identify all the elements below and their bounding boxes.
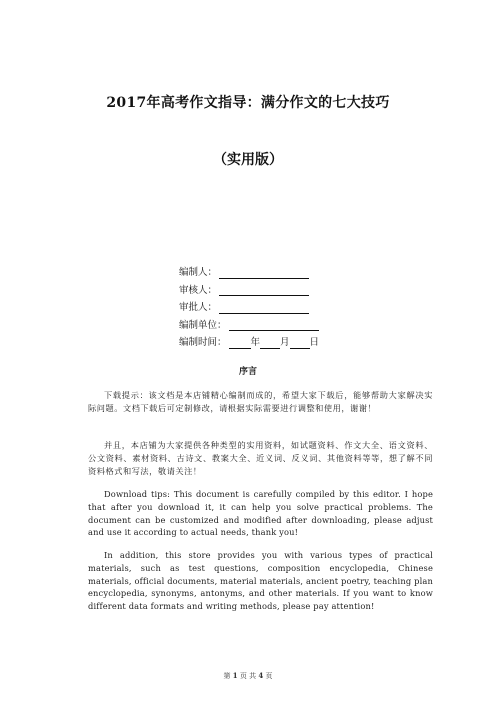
footer-page-mid: 页 共 xyxy=(239,672,257,680)
reviewer-blank-line xyxy=(219,284,309,296)
paragraph-download-tip-cn: 下载提示：该文档是本店铺精心编制而成的，希望大家下载后，能够帮助大家解决实际问题。文档下载后可定制修改，请根据实际需要进行调整和使用，谢谢！ xyxy=(88,390,433,413)
unit-label: 编制单位： xyxy=(179,319,227,331)
unit-field xyxy=(179,317,379,335)
editor-blank-line xyxy=(219,267,309,279)
editor-field xyxy=(179,264,379,282)
reviewer-label: 审核人： xyxy=(179,284,218,296)
unit-blank-line xyxy=(229,319,319,331)
month-blank-line xyxy=(260,337,280,349)
day-blank-line xyxy=(290,337,310,349)
year-blank-line xyxy=(229,337,251,349)
document-title: 2017年高考作文指导：满分作文的七大技巧 xyxy=(106,95,390,111)
paragraph-download-tip-en: Download tips: This document is carefully compiled by this editor. I hope that after you download it, it can help you solve practical problems. The document can be customized and modified after downloading, please adjust and use it according to actual needs, thank you! xyxy=(88,489,433,538)
footer-page-prefix: 第 xyxy=(223,672,231,680)
footer-page-suffix: 页 xyxy=(265,672,273,680)
approver-field xyxy=(179,299,379,317)
time-label: 编制时间： xyxy=(179,337,227,348)
approver-label: 审批人： xyxy=(179,302,218,313)
page-footer xyxy=(0,671,496,681)
preface-heading: 序言 xyxy=(238,367,257,377)
time-field xyxy=(179,334,379,352)
reviewer-field xyxy=(179,282,379,300)
footer-page-total: 4 xyxy=(258,671,264,680)
paragraph-materials-en: In addition, this store provides you with various types of practical materials, such as test questions, composition encyclopedia, Chinese materials, official documents, material materials, ancient poetry, teaching plan encyclopedia, synonyms, antonyms, and other materials. If you want to know different data formats and writing methods, please pay attention! xyxy=(88,550,433,612)
approver-blank-line xyxy=(219,302,309,314)
info-fields xyxy=(179,264,379,352)
document-subtitle: （实用版） xyxy=(213,152,283,168)
month-label: 月 xyxy=(280,337,290,348)
footer-page-number: 1 xyxy=(232,671,238,680)
paragraph-materials-cn: 并且，本店铺为大家提供各种类型的实用资料，如试题资料、作文大全、语文资料、公文资料、素材资料、古诗文、教案大全、近义词、反义词、其他资料等等，想了解不同资料格式和写法，敬请关注！ xyxy=(88,440,433,476)
day-label: 日 xyxy=(309,337,320,348)
year-label: 年 xyxy=(250,337,261,348)
editor-label: 编制人： xyxy=(179,267,218,278)
